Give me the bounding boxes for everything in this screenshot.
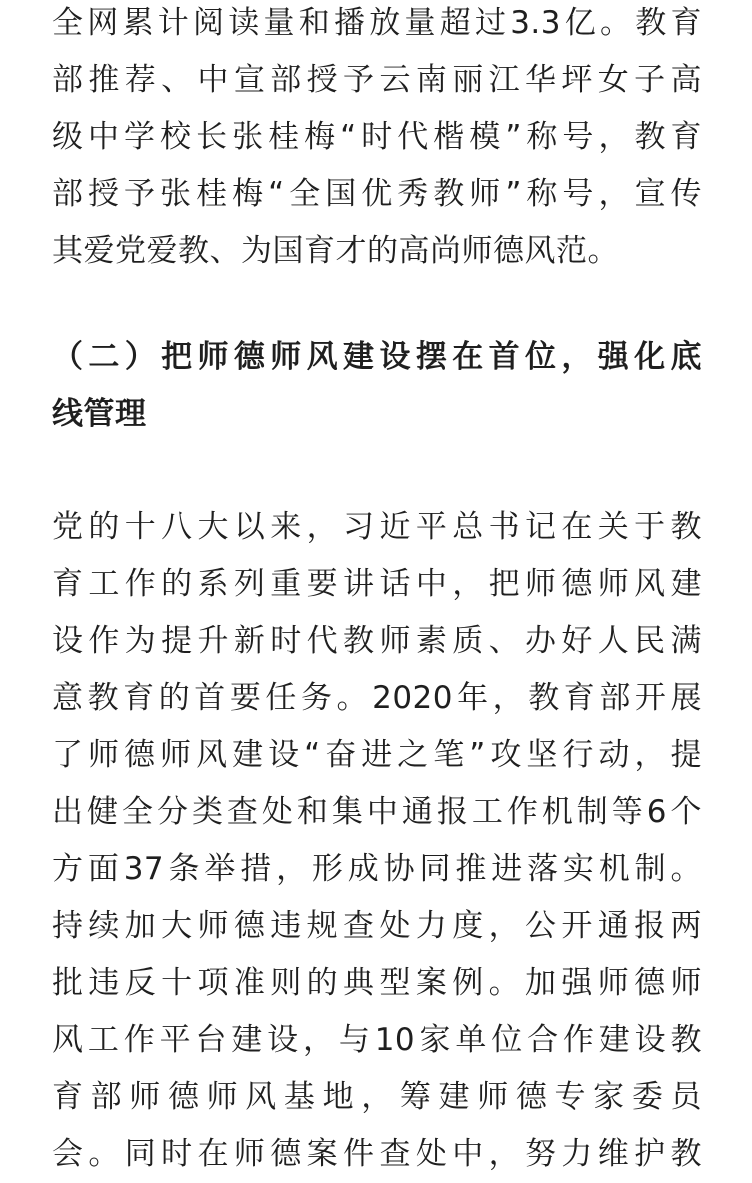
text-line: 方面37条举措，形成协同推进落实机制。 xyxy=(52,851,702,887)
section-heading xyxy=(52,329,702,443)
text-line: 出健全分类查处和集中通报工作机制等6个 xyxy=(52,794,702,830)
text-line: 育部师德师风基地，筹建师德专家委员 xyxy=(52,1079,702,1115)
text-line: 设作为提升新时代教师素质、办好人民满 xyxy=(52,623,702,659)
text-line: 会。同时在师德案件查处中，努力维护教 xyxy=(52,1136,702,1172)
text-line: 级中学校长张桂梅“时代楷模”称号，教育 xyxy=(52,119,702,155)
paragraph-2 xyxy=(52,499,702,1183)
text-line: 部推荐、中宣部授予云南丽江华坪女子高 xyxy=(52,62,702,98)
heading-line: 线管理 xyxy=(52,396,147,432)
text-line: 意教育的首要任务。2020年，教育部开展 xyxy=(52,680,702,716)
text-line: 全网累计阅读量和播放量超过3.3亿。教育 xyxy=(52,5,702,41)
text-line: 部授予张桂梅“全国优秀教师”称号，宣传 xyxy=(52,176,702,212)
text-line: 党的十八大以来，习近平总书记在关于教 xyxy=(52,509,702,545)
text-line: 其爱党爱教、为国育才的高尚师德风范。 xyxy=(52,233,619,269)
paragraph-1 xyxy=(52,0,702,280)
text-line: 了师德师风建设“奋进之笔”攻坚行动，提 xyxy=(52,737,702,773)
text-line: 育工作的系列重要讲话中，把师德师风建 xyxy=(52,566,702,602)
text-line: 风工作平台建设，与10家单位合作建设教 xyxy=(52,1022,702,1058)
heading-line: （二）把师德师风建设摆在首位，强化底 xyxy=(52,339,702,375)
text-line: 批违反十项准则的典型案例。加强师德师 xyxy=(52,965,702,1001)
text-line: 持续加大师德违规查处力度，公开通报两 xyxy=(52,908,702,944)
